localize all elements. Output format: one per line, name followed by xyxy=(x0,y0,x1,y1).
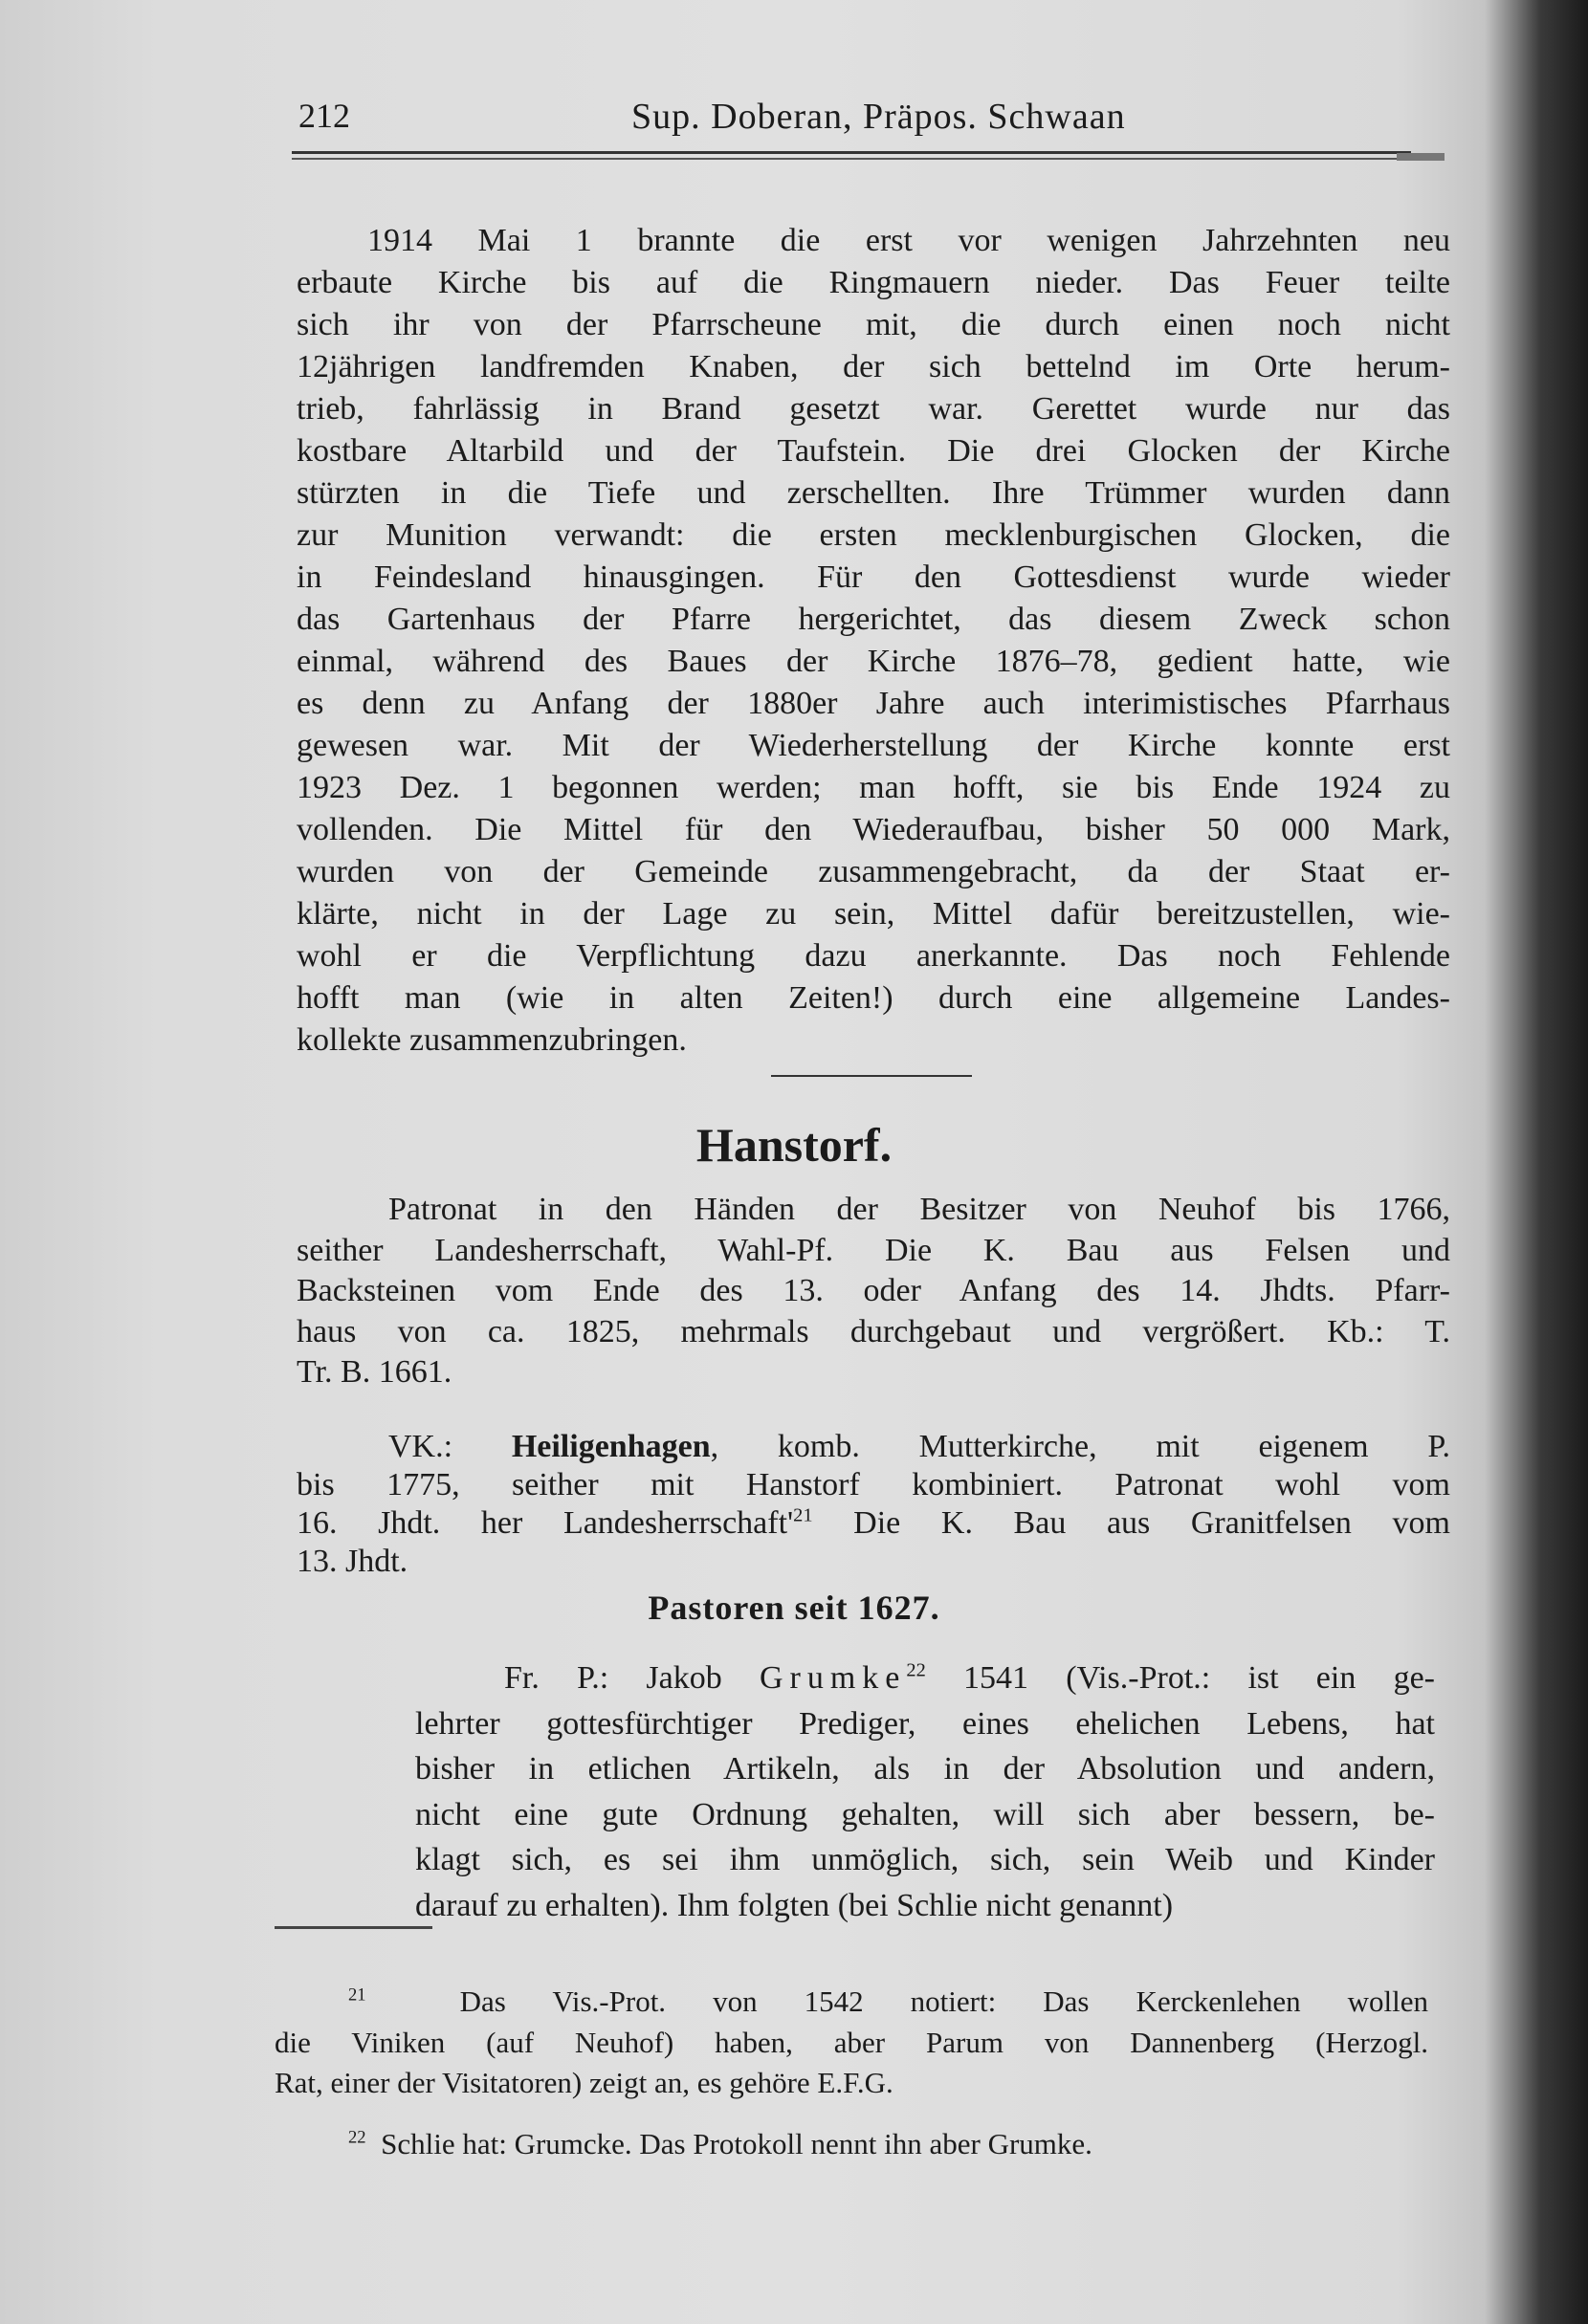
text-line: zur Munition verwandt: die ersten mecklenburgischen Glocken, die xyxy=(297,517,1450,553)
text-line: die Viniken (auf Neuhof) haben, aber Parum von Dannenberg (Herzogl. xyxy=(275,2025,1428,2059)
text-line: trieb, fahrlässig in Brand gesetzt war. Gerettet wurde nur das xyxy=(297,391,1450,427)
text-line: vollenden. Die Mittel für den Wiederaufbau, bisher 50 000 Mark, xyxy=(297,812,1450,847)
text-line xyxy=(388,1428,1450,1466)
text-line: das Gartenhaus der Pfarre hergerichtet, das diesem Zweck schon xyxy=(297,602,1450,637)
text-line xyxy=(348,1983,1428,2021)
text-line: bisher in etlichen Artikeln, als in der Absolution und andern, xyxy=(415,1751,1435,1787)
text-segment: Schlie hat: Grumcke. Das Protokoll nennt ihn aber Grumke. xyxy=(365,2127,1092,2160)
text-line: 12jährigen landfremden Knaben, der sich bettelnd im Orte herum- xyxy=(297,349,1450,384)
text-line xyxy=(504,1659,1435,1698)
text-segment: Grumke xyxy=(759,1660,907,1696)
text-line xyxy=(297,1504,1450,1543)
text-line: darauf zu erhalten). Ihm folgten (bei Schlie nicht genannt) xyxy=(415,1887,1174,1923)
footnote-ref: 21 xyxy=(793,1504,813,1526)
text-line: Patronat in den Händen der Besitzer von Neuhof bis 1766, xyxy=(388,1192,1450,1227)
text-line: seither Landesherrschaft, Wahl-Pf. Die K. Bau aus Felsen und xyxy=(297,1232,1450,1268)
text-line: Rat, einer der Visitatoren) zeigt an, es gehöre E.F.G. xyxy=(275,2066,893,2099)
page-number: 212 xyxy=(298,97,350,135)
section-heading: Hanstorf. xyxy=(695,1118,893,1172)
text-segment: Fr. P.: Jakob xyxy=(504,1660,760,1696)
header-rule-double xyxy=(292,158,1411,160)
text-line: wurden von der Gemeinde zusammengebracht, da der Staat er- xyxy=(297,854,1450,889)
text-line: gewesen war. Mit der Wiederherstellung der Kirche konnte erst xyxy=(297,728,1450,763)
text-line: in Feindesland hinausgingen. Für den Gottesdienst wurde wieder xyxy=(297,559,1450,595)
header-rule xyxy=(292,151,1411,154)
text-line: wohl er die Verpflichtung dazu anerkannte. Das noch Fehlende xyxy=(297,938,1450,974)
text-line: nicht eine gute Ordnung gehalten, will sich aber bessern, be- xyxy=(415,1796,1435,1832)
text-line: stürzten in die Tiefe und zerschellten. Ihre Trümmer wurden dann xyxy=(297,475,1450,511)
text-segment: Die K. Bau aus Granitfelsen vom xyxy=(812,1505,1450,1541)
running-title: Sup. Doberan, Präpos. Schwaan xyxy=(631,97,1126,137)
text-line xyxy=(348,2125,1428,2163)
text-segment: 16. Jhdt. her Landesherrschaft' xyxy=(297,1505,794,1541)
text-line: 1914 Mai 1 brannte die erst vor wenigen Jahrzehnten neu xyxy=(367,223,1450,258)
footnote-rule xyxy=(275,1926,432,1929)
text-line: erbaute Kirche bis auf die Ringmauern nieder. Das Feuer teilte xyxy=(297,265,1450,300)
text-line: 1923 Dez. 1 begonnen werden; man hofft, sie bis Ende 1924 zu xyxy=(297,770,1450,805)
text-line: 13. Jhdt. xyxy=(297,1544,408,1579)
text-line: Tr. B. 1661. xyxy=(297,1354,452,1390)
text-line: bis 1775, seither mit Hanstorf kombiniert. Patronat wohl vom xyxy=(297,1467,1450,1502)
pastors-heading: Pastoren seit 1627. xyxy=(648,1589,940,1627)
footnote-ref: 21 xyxy=(348,1984,366,2006)
header-rule-end xyxy=(1397,153,1445,161)
text-line: klärte, nicht in der Lage zu sein, Mittel dafür bereitzustellen, wie- xyxy=(297,896,1450,932)
text-line: Backsteinen vom Ende des 13. oder Anfang des 14. Jhdts. Pfarr- xyxy=(297,1273,1450,1308)
text-line: hofft man (wie in alten Zeiten!) durch eine allgemeine Landes- xyxy=(297,980,1450,1016)
text-segment: VK.: xyxy=(388,1429,512,1464)
footnote-ref: 22 xyxy=(348,2127,366,2148)
footnote-ref: 22 xyxy=(906,1659,926,1681)
text-segment: 1541 (Vis.-Prot.: ist ein ge- xyxy=(925,1660,1435,1696)
text-line: lehrter gottesfürchtiger Prediger, eines ehelichen Lebens, hat xyxy=(415,1705,1435,1742)
text-line: klagt sich, es sei ihm unmöglich, sich, sein Weib und Kinder xyxy=(415,1842,1435,1877)
text-segment: Das Vis.-Prot. von 1542 notiert: Das Kerckenlehen wollen xyxy=(365,1984,1428,2018)
text-line: sich ihr von der Pfarrscheune mit, die durch einen noch nicht xyxy=(297,307,1450,342)
text-line: es denn zu Anfang der 1880er Jahre auch interimistisches Pfarrhaus xyxy=(297,686,1450,721)
emphasized-name: Heiligenhagen xyxy=(511,1429,711,1464)
text-line: kostbare Altarbild und der Taufstein. Die drei Glocken der Kirche xyxy=(297,433,1450,469)
section-separator xyxy=(771,1075,972,1077)
text-segment: , komb. Mutterkirche, mit eigenem P. xyxy=(710,1429,1451,1464)
text-line: einmal, während des Baues der Kirche 1876–78, gedient hatte, wie xyxy=(297,644,1450,679)
text-line: haus von ca. 1825, mehrmals durchgebaut und vergrößert. Kb.: T. xyxy=(297,1313,1450,1349)
text-line: kollekte zusammenzubringen. xyxy=(297,1022,687,1058)
